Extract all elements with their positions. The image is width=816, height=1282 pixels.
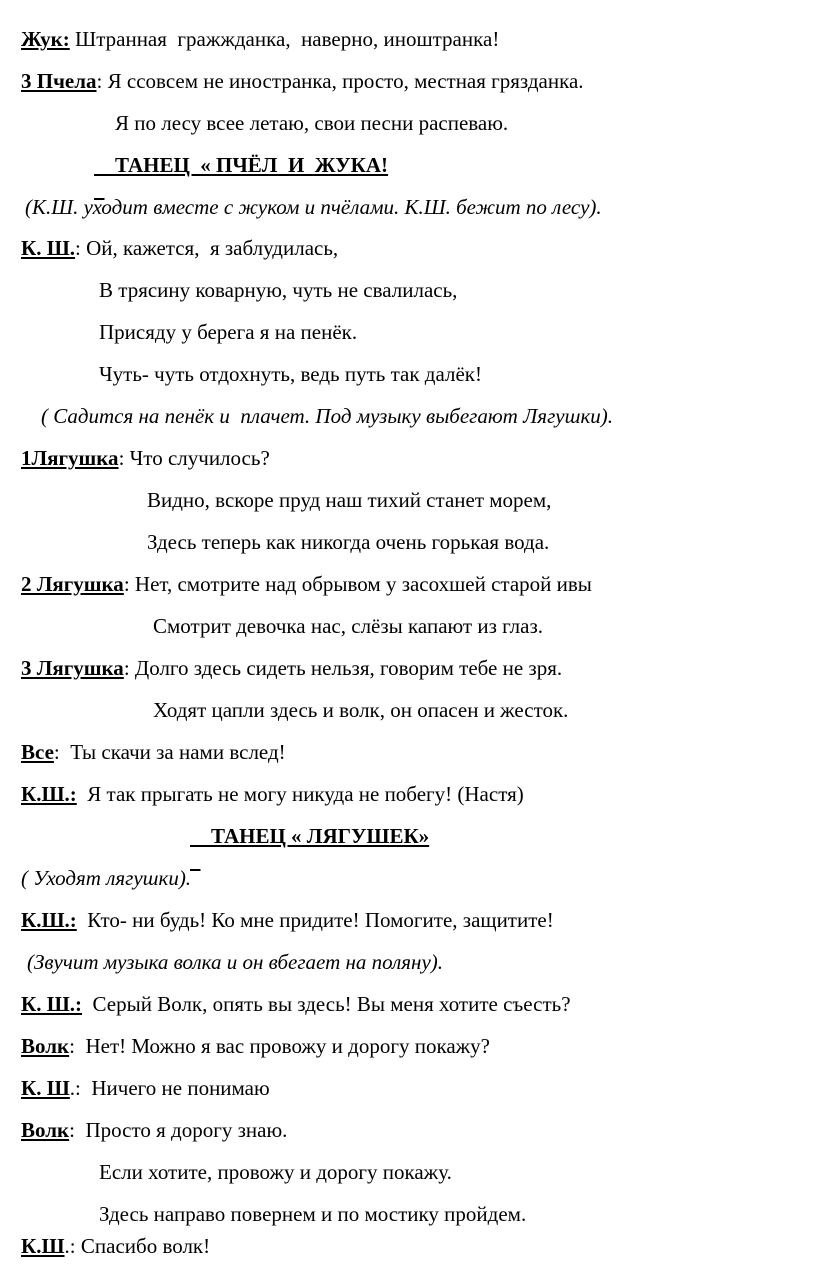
speaker-separator: : <box>53 740 71 764</box>
line-text: Здесь направо повернем и по мостику пройдем. <box>99 1202 527 1226</box>
speaker-separator <box>77 782 88 806</box>
line-text: Я ссовсем не иностранка, просто, местная грязданка. <box>107 69 584 93</box>
line-text: Ходят цапли здесь и волк, он опасен и жесток. <box>153 698 569 722</box>
line-text: В трясину коварную, чуть не свалилась, <box>99 278 458 302</box>
line-text: Я так прыгать не могу никуда не побегу! (Настя) <box>87 782 524 806</box>
speaker-label: Жук: <box>21 27 70 51</box>
speaker-label: К. Ш. <box>21 236 76 260</box>
line-text: Серый Волк, опять вы здесь! Вы меня хотите съесть? <box>92 992 571 1016</box>
speaker-label: 3 Лягушка <box>21 656 124 680</box>
speaker-label: Все <box>21 740 54 764</box>
speaker-separator: : <box>118 446 130 470</box>
line-text: Что случилось? <box>129 446 270 470</box>
speaker-label: 3 Пчела <box>21 69 97 93</box>
speaker-label: 2 Лягушка <box>21 572 124 596</box>
line-text: Ты скачи за нами вслед! <box>70 740 286 764</box>
line-text: Чуть- чуть отдохнуть, ведь путь так далёк! <box>99 362 482 386</box>
speaker-label: К.Ш <box>21 1234 65 1258</box>
direction-text: (К.Ш. уходит вместе с жуком и пчёлами. К.Ш. бежит по лесу). <box>25 195 602 219</box>
line-text: Видно, вскоре пруд наш тихий станет морем, <box>147 488 552 512</box>
speaker-label: К. Ш <box>21 1076 70 1100</box>
line-text: Присяду у берега я на пенёк. <box>99 320 358 344</box>
speaker-separator: : <box>69 1034 86 1058</box>
line-text: Ой, кажется, я заблудилась, <box>86 236 339 260</box>
speaker-label: 1Лягушка <box>21 446 119 470</box>
line-text: Смотрит девочка нас, слёзы капают из глаз. <box>153 614 544 638</box>
line-text: Здесь теперь как никогда очень горькая вода. <box>147 530 550 554</box>
speaker-separator: : <box>123 656 135 680</box>
speaker-separator: : <box>96 69 108 93</box>
dialogue-line <box>0 1210 210 1282</box>
title-text: ТАНЕЦ « ЛЯГУШЕК» <box>211 824 430 848</box>
line-text: Просто я дорогу знаю. <box>85 1118 288 1142</box>
speaker-label: Волк <box>21 1118 70 1142</box>
speaker-separator: : <box>69 1118 86 1142</box>
line-text: Кто- ни будь! Ко мне придите! Помогите, защитите! <box>87 908 554 932</box>
direction-text: ( Садится на пенёк и плачет. Под музыку выбегают Лягушки). <box>41 404 614 428</box>
speaker-label: К. Ш.: <box>21 992 83 1016</box>
line-text: Ничего не понимаю <box>91 1076 270 1100</box>
speaker-separator: .: <box>69 1076 92 1100</box>
speaker-label: К.Ш.: <box>21 908 77 932</box>
speaker-separator: .: <box>64 1234 81 1258</box>
line-text: Если хотите, провожу и дорогу покажу. <box>99 1160 452 1184</box>
title-text: ТАНЕЦ « ПЧЁЛ И ЖУКА! <box>115 153 389 177</box>
speaker-separator: : <box>75 236 87 260</box>
line-text: Я по лесу всее летаю, свои песни распеваю. <box>115 111 509 135</box>
dance-title <box>190 800 429 872</box>
line-text: Спасибо волк! <box>80 1234 211 1258</box>
speaker-label: Волк <box>21 1034 70 1058</box>
direction-text: ( Уходят лягушки). <box>21 866 192 890</box>
direction-text: (Звучит музыка волка и он вбегает на поляну). <box>27 950 444 974</box>
line-text: Долго здесь сидеть нельзя, говорим тебе не зря. <box>134 656 563 680</box>
line-text: Нет! Можно я вас провожу и дорогу покажу? <box>85 1034 490 1058</box>
speaker-label: К.Ш.: <box>21 782 77 806</box>
speaker-separator: : <box>123 572 135 596</box>
line-text: Штранная гражжданка, наверно, иноштранка! <box>75 27 500 51</box>
line-text: Нет, смотрите над обрывом у засохшей старой ивы <box>134 572 592 596</box>
